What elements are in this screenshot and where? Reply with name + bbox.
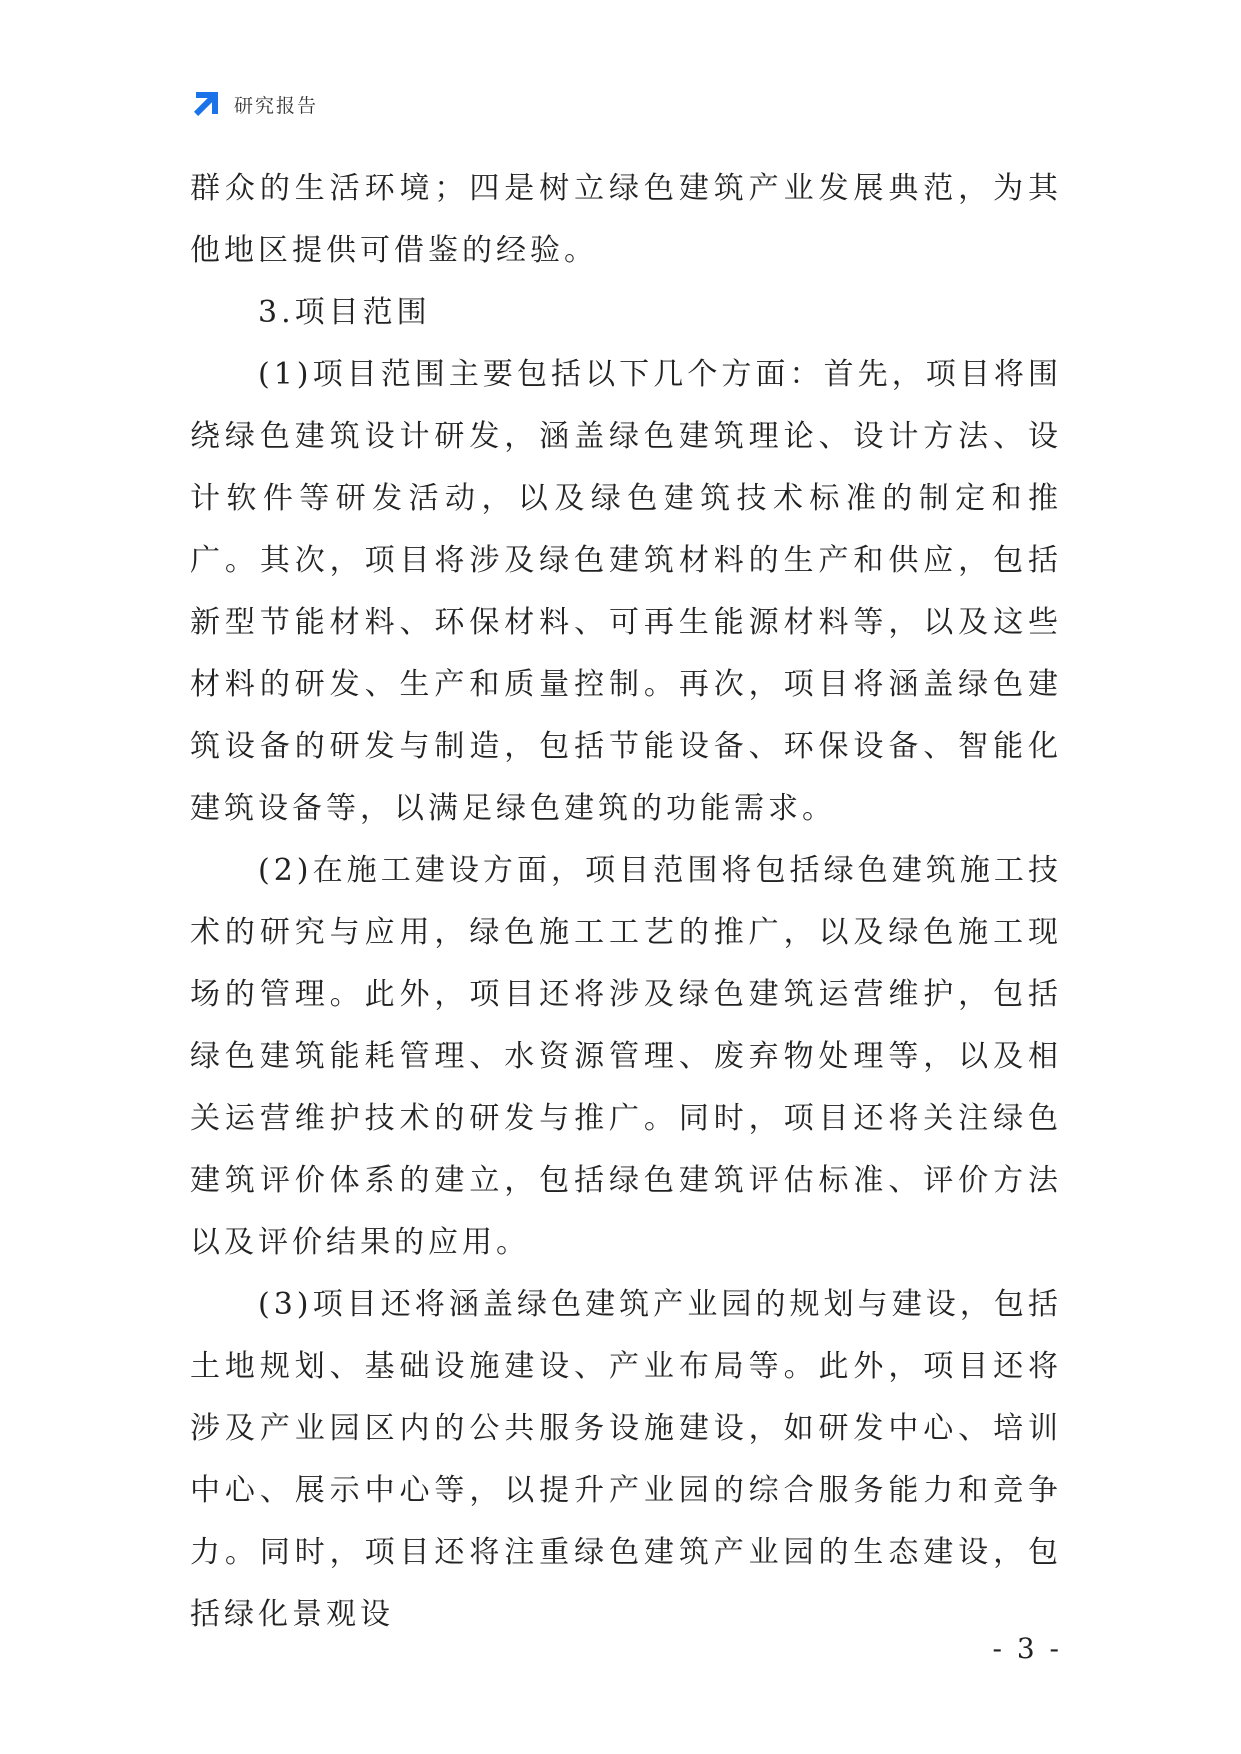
header-title: 研究报告 (234, 94, 319, 117)
section-heading: 3.项目范围 (258, 295, 431, 330)
page-number: - 3 - (992, 1632, 1062, 1665)
paragraph-2: (2)在施工建设方面，项目范围将包括绿色建筑施工技术的研究与应用，绿色施工工艺的推广，以及绿色施工现场的管理。此外，项目还将涉及绿色建筑运营维护，包括绿色建筑能耗管理、水资源管理、废弃物处理等，以及相关运营维护技术的研发与推广。同时，项目还将关注绿色建筑评价体系的建立，包括绿色建筑评估标准、评价方法以及评价结果的应用。 (190, 853, 1062, 1260)
document-body (190, 158, 1062, 1646)
arrow-up-right-logo-icon (190, 88, 222, 120)
paragraph-1: (1)项目范围主要包括以下几个方面：首先，项目将围绕绿色建筑设计研发，涵盖绿色建筑理论、设计方法、设计软件等研发活动，以及绿色建筑技术标准的制定和推广。其次，项目将涉及绿色建筑材料的生产和供应，包括新型节能材料、环保材料、可再生能源材料等，以及这些材料的研发、生产和质量控制。再次，项目将涵盖绿色建筑设备的研发与制造，包括节能设备、环保设备、智能化建筑设备等，以满足绿色建筑的功能需求。 (190, 357, 1062, 826)
paragraph-continuation: 群众的生活环境；四是树立绿色建筑产业发展典范，为其他地区提供可借鉴的经验。 (190, 171, 1062, 268)
paragraph-3: (3)项目还将涵盖绿色建筑产业园的规划与建设，包括土地规划、基础设施建设、产业布局等。此外，项目还将涉及产业园区内的公共服务设施建设，如研发中心、培训中心、展示中心等，以提升产业园的综合服务能力和竞争力。同时，项目还将注重绿色建筑产业园的生态建设，包括绿化景观设 (190, 1287, 1062, 1632)
report-header (190, 88, 318, 120)
